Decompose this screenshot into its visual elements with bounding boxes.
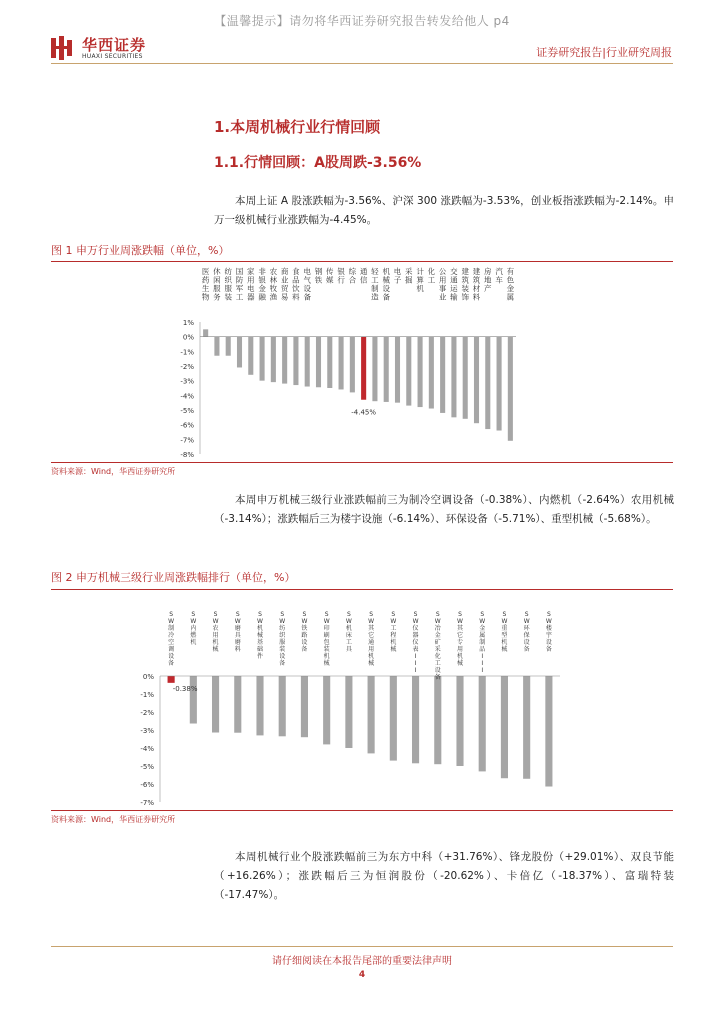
bar-建筑材料 (474, 337, 479, 424)
category-label: S W 印刷包装机械 (323, 611, 330, 667)
category-label: 通信 (359, 267, 368, 285)
y-tick-label: -6% (180, 421, 194, 430)
bar-SW工程机械 (390, 676, 397, 761)
category-label: 采掘 (405, 267, 413, 285)
category-label: 传媒 (326, 267, 334, 285)
bar-采掘 (406, 337, 411, 406)
category-label: 建筑材料 (472, 267, 481, 302)
category-label: 公用事业 (438, 267, 447, 302)
bar-钢铁 (316, 337, 321, 388)
y-tick-label: -6% (140, 781, 154, 789)
paragraph-subindustry: 本周申万机械三级行业涨跌幅前三为制冷空调设备（-0.38%）、内燃机（-2.64%）农用机械（-3.14%）；涨跌幅后三为楼宇设施（-6.14%）、环保设备（-5.71%）、重型机械（-5.68%）。 (214, 494, 674, 525)
category-label: S W 工程机械 (390, 611, 397, 653)
category-label: S W 环保设备 (523, 611, 530, 653)
y-tick-label: -1% (140, 691, 154, 699)
page-number: 4 (358, 970, 366, 980)
y-tick-label: -3% (180, 377, 194, 386)
category-label: 食品饮料 (292, 267, 300, 302)
report-type-label: 证券研究报告|行业研究周报 (536, 46, 672, 59)
bar-SW楼宇设备 (545, 676, 552, 787)
y-tick-label: -3% (140, 727, 154, 735)
bar-SW重型机械 (501, 676, 508, 778)
category-label: S W 制冷空调设备 (168, 611, 175, 667)
figure2-source: 资料来源：Wind，华西证券研究所 (51, 815, 176, 824)
category-label: S W 铁路设备 (301, 611, 308, 653)
bar-非银金融 (260, 337, 265, 381)
bar-SW其它专用机械 (456, 676, 463, 766)
figure1-top-rule (51, 261, 673, 262)
logo-text: 华西证券 (82, 36, 147, 54)
y-tick-label: -2% (140, 709, 154, 717)
paragraph-market: 本周上证 A 股涨跌幅为-3.56%、沪深 300 涨跌幅为-3.53%，创业板指涨跌幅为-2.14%。申万一级机械行业涨跌幅为-4.45%。 (214, 195, 674, 226)
category-label: 化工 (427, 267, 436, 285)
bar-汽车 (497, 337, 502, 431)
category-label: 休闲服务 (213, 267, 221, 302)
bar-SW印刷包装机械 (323, 676, 330, 744)
y-tick-label: 1% (182, 319, 194, 327)
huaxi-logo-icon (51, 36, 73, 60)
y-tick-label: -4% (140, 745, 154, 753)
bar-轻工制造 (372, 337, 377, 402)
footer-disclaimer: 请仔细阅读在本报告尾部的重要法律声明 (272, 956, 452, 967)
category-label: 综合 (348, 267, 357, 285)
category-label: 医药生物 (201, 267, 210, 302)
y-tick-label: -8% (180, 451, 194, 459)
category-label: S W 金属制品 I I I (479, 611, 486, 674)
category-label: 汽车 (495, 267, 503, 285)
bar-房地产 (485, 337, 490, 429)
category-label: 钢铁 (314, 267, 323, 285)
category-label: S W 其它通用机械 (368, 611, 375, 667)
y-tick-label: -7% (140, 799, 154, 807)
bar-SW铁路设备 (301, 676, 308, 737)
category-label: S W 楼宇设备 (545, 611, 552, 653)
y-tick-label: 0% (142, 673, 154, 681)
logo-english: HUAXI SECURITIES (82, 53, 143, 60)
footer-divider (51, 946, 673, 947)
bar-SW农用机械 (212, 676, 219, 733)
bar-SW内燃机 (190, 676, 197, 724)
category-label: S W 机床工具 (345, 611, 352, 653)
category-label: S W 其它专用机械 (456, 611, 464, 667)
category-label: 商业贸易 (280, 267, 289, 302)
bar-综合 (350, 337, 355, 393)
section-heading: 1.本周机械行业行情回顾 (214, 118, 381, 136)
bar-通信 (361, 337, 366, 400)
category-label: 家用电器 (247, 267, 255, 302)
y-tick-label: -5% (140, 763, 154, 771)
category-label: S W 农用机械 (212, 611, 219, 653)
category-label: 建筑装饰 (461, 267, 469, 302)
figure2-chart (130, 592, 570, 808)
category-label: S W 磨具磨料 (234, 611, 241, 653)
figure2-title: 图 2 申万机械三级行业周涨跌幅排行（单位，%） (51, 571, 296, 584)
bar-机械设备 (384, 337, 389, 402)
category-label: 电气设备 (303, 267, 311, 302)
category-label: 交通运输 (450, 267, 458, 302)
figure1-title: 图 1 申万行业周涨跌幅（单位，%） (51, 244, 230, 257)
highlight-value-label: -0.38% (172, 684, 198, 693)
category-label: 国防军工 (235, 267, 244, 302)
bar-建筑装饰 (463, 337, 468, 419)
bar-SW磨具磨料 (234, 676, 241, 733)
bar-休闲服务 (214, 337, 219, 356)
category-label: 有色金属 (506, 267, 515, 302)
category-label: S W 机械基础件 (256, 611, 264, 660)
bar-食品饮料 (293, 337, 298, 385)
bar-农林牧渔 (271, 337, 276, 382)
bar-纺织服装 (226, 337, 231, 356)
bar-计算机 (418, 337, 423, 407)
y-tick-label: -5% (180, 407, 194, 415)
bar-SW机械基础件 (256, 676, 263, 735)
category-label: S W 冶金矿采化工设备 (434, 611, 441, 681)
bar-电气设备 (305, 337, 310, 387)
category-label: S W 内燃机 (190, 611, 197, 646)
bar-化工 (429, 337, 434, 409)
category-label: 农林牧渔 (269, 267, 278, 302)
bar-传媒 (327, 337, 332, 388)
figure2-top-rule (51, 589, 673, 590)
y-tick-label: -2% (180, 363, 194, 371)
category-label: S W 纺织服装设备 (279, 611, 286, 667)
figure1-source: 资料来源：Wind，华西证券研究所 (51, 467, 176, 476)
warning-banner: 【温馨提示】请勿将华西证券研究报告转发给他人 p4 (214, 14, 510, 28)
category-label: 非银金融 (258, 267, 266, 302)
bar-家用电器 (248, 337, 253, 375)
y-tick-label: -4% (180, 392, 194, 401)
header-divider (51, 63, 673, 64)
y-tick-label: 0% (182, 333, 194, 342)
bar-SW制冷空调设备 (168, 676, 175, 683)
highlight-value-label: -4.45% (351, 408, 377, 417)
bar-SW仪器仪表III (412, 676, 419, 763)
y-tick-label: -1% (180, 348, 194, 357)
bar-国防军工 (237, 337, 242, 368)
category-label: 银行 (337, 267, 345, 285)
y-tick-label: -7% (180, 436, 194, 445)
category-label: 房地产 (484, 267, 492, 293)
category-label: 轻工制造 (371, 267, 379, 302)
category-label: 电子 (393, 267, 402, 285)
bar-电子 (395, 337, 400, 403)
bar-SW环保设备 (523, 676, 530, 779)
category-label: 机械设备 (382, 267, 390, 302)
bar-公用事业 (440, 337, 445, 413)
subsection-heading: 1.1.行情回顾：A股周跌-3.56% (214, 155, 422, 171)
bar-SW纺织服装设备 (279, 676, 286, 736)
bar-商业贸易 (282, 337, 287, 384)
category-label: S W 仪器仪表 I I I (412, 611, 419, 674)
figure1-bottom-rule (51, 462, 673, 463)
category-label: S W 重型机械 (501, 611, 508, 653)
category-label: 纺织服装 (224, 267, 232, 302)
category-label: 计算机 (416, 267, 424, 293)
figure2-bottom-rule (51, 810, 673, 811)
bar-有色金属 (508, 337, 513, 441)
bar-SW金属制品III (479, 676, 486, 771)
bar-交通运输 (451, 337, 456, 418)
bar-银行 (339, 337, 344, 390)
paragraph-stocks: 本周机械行业个股涨跌幅前三为东方中科（+31.76%）、锋龙股份（+29.01%）、双良节能（+16.26%）；涨跌幅后三为恒润股份（-20.62%）、卡倍亿（-18.37%）、富瑞特装（-17.47%）。 (214, 851, 674, 901)
bar-SW机床工具 (345, 676, 352, 748)
bar-SW其它通用机械 (368, 676, 375, 753)
figure1-chart (160, 264, 530, 460)
bar-医药生物 (203, 329, 208, 336)
bar-SW冶金矿采化工设备 (434, 676, 441, 764)
